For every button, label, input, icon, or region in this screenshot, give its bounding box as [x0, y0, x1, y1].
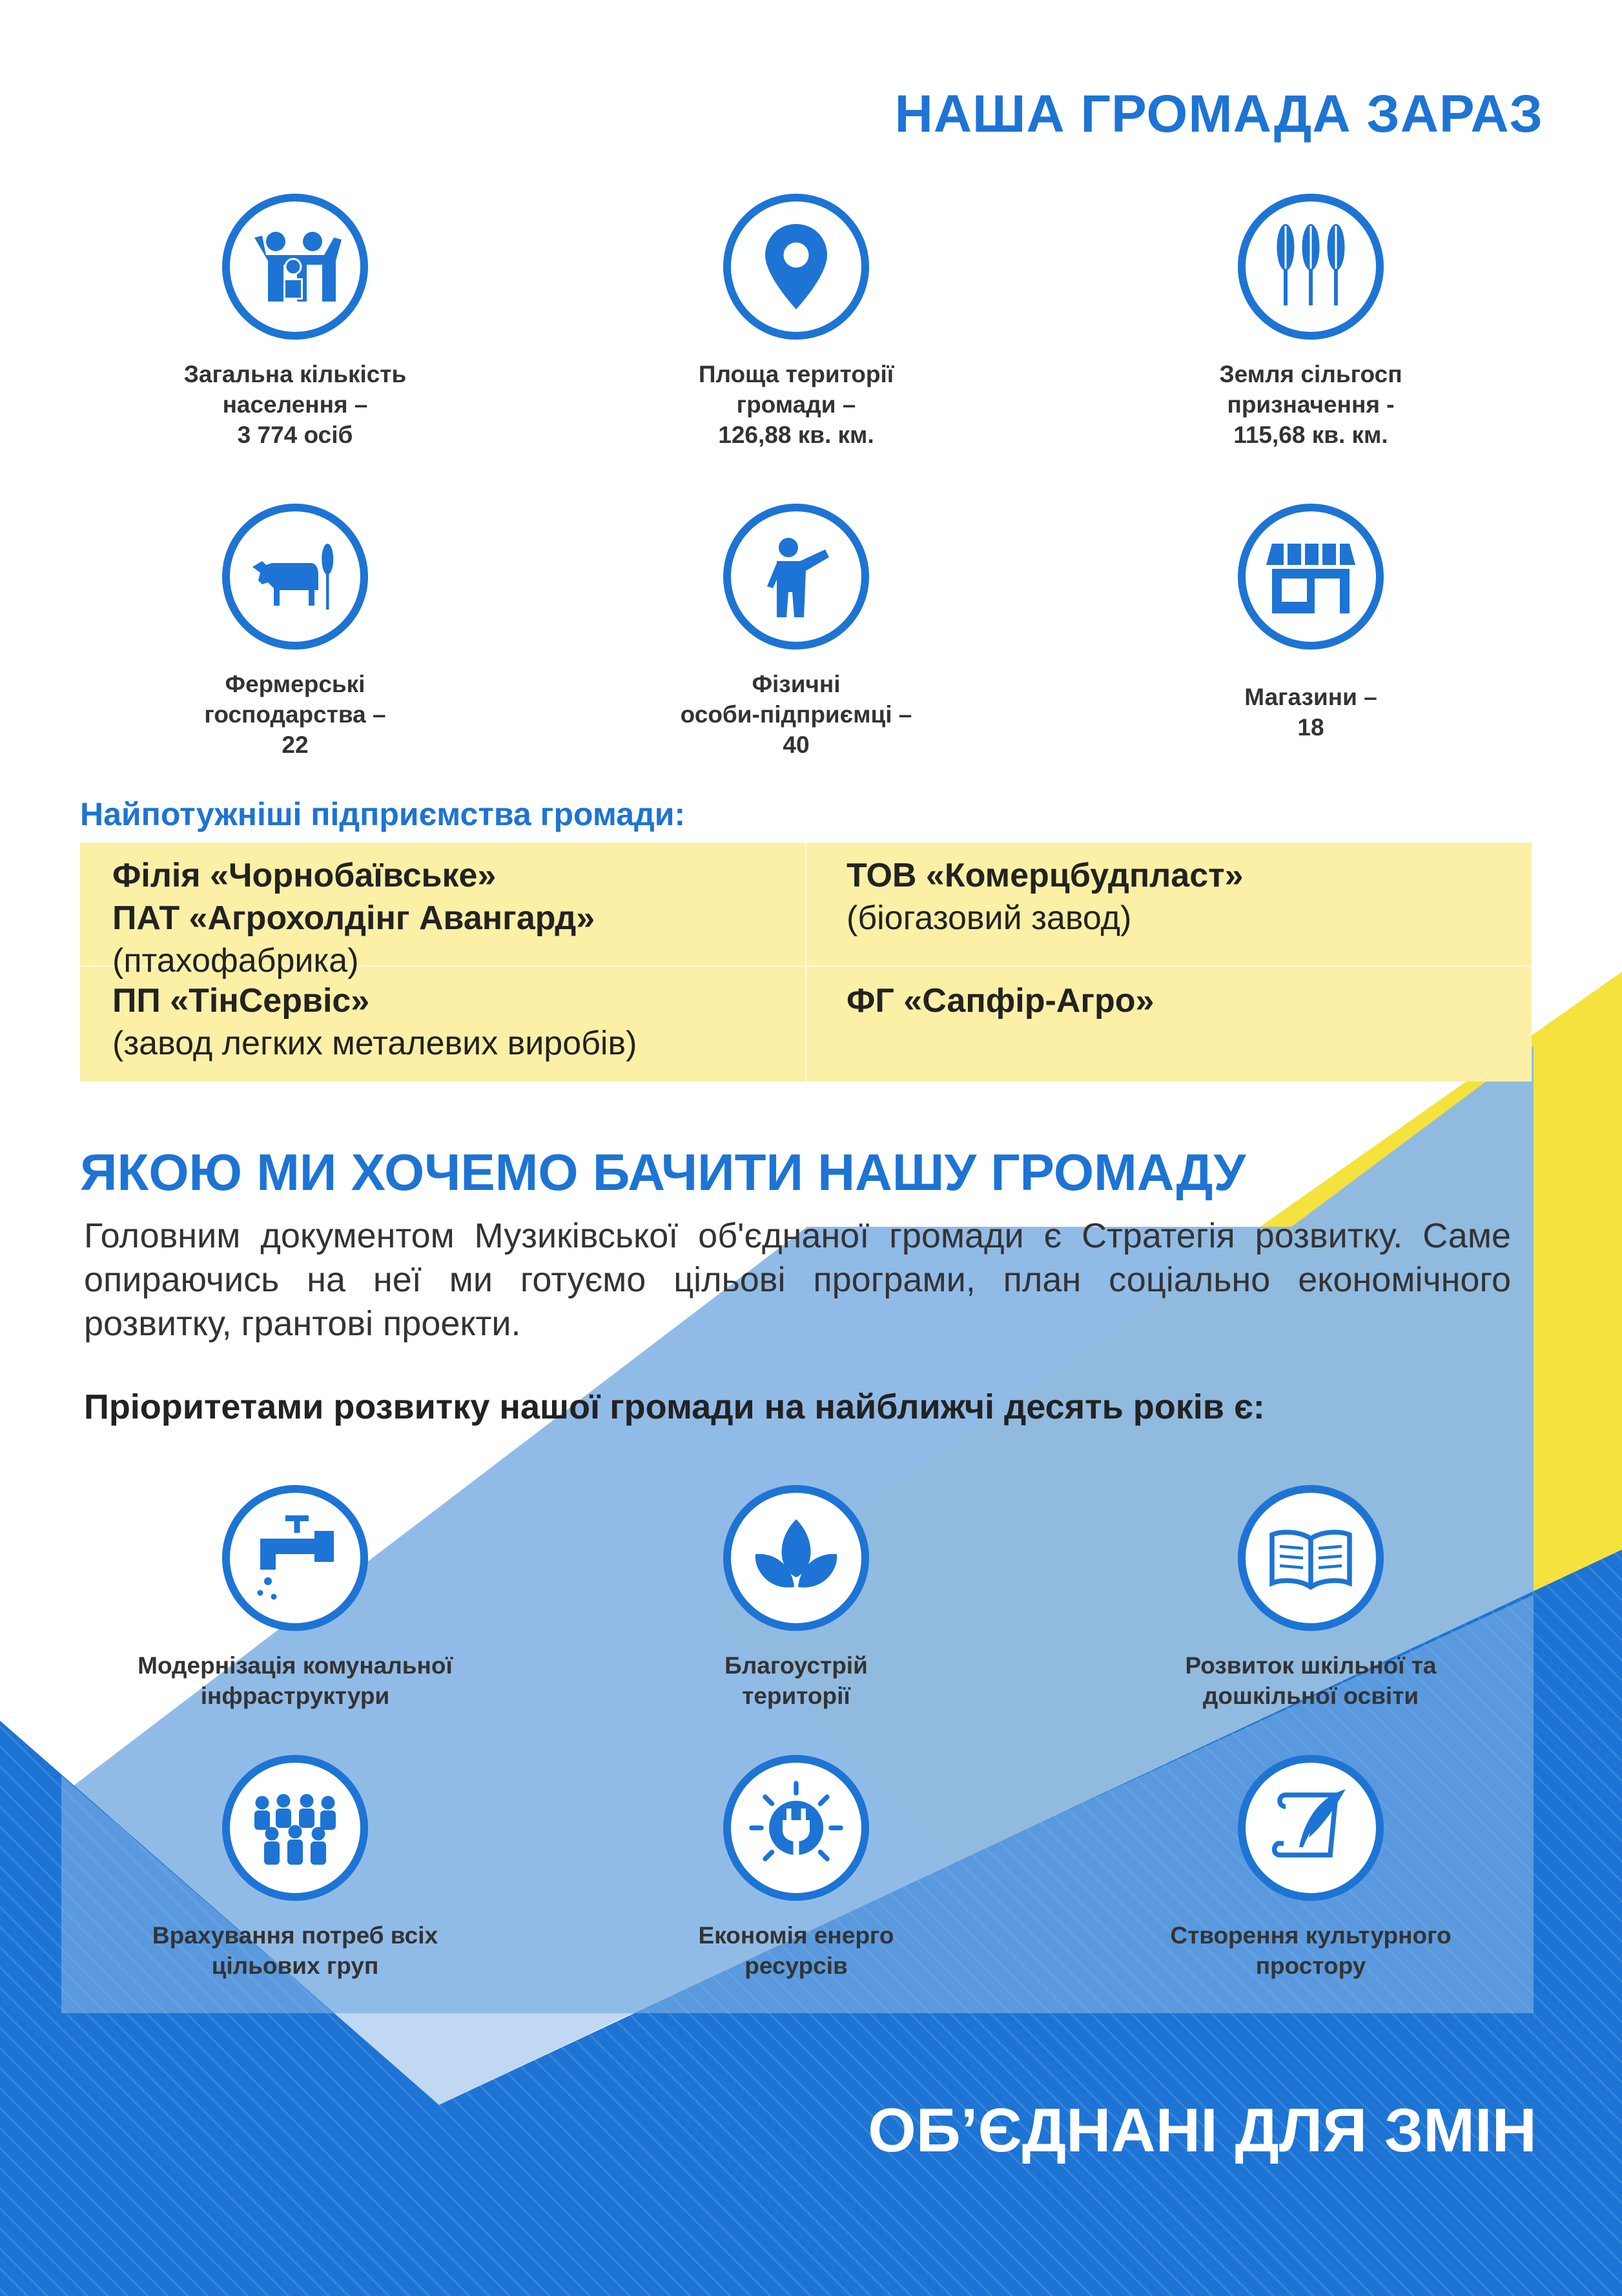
- priority-label-line: території: [742, 1683, 850, 1709]
- open-book-icon: [1262, 1510, 1359, 1606]
- stat-value: 126,88 кв. км.: [718, 422, 874, 448]
- priority-label-line: простору: [1255, 1953, 1366, 1979]
- enterprise-note: (птахофабрика): [112, 942, 359, 979]
- stat-value: 115,68 кв. км.: [1233, 422, 1388, 448]
- enterprises-table: [80, 843, 1532, 1081]
- stat-label-line: Магазини –: [1244, 684, 1377, 710]
- stat-label-line: Загальна кількість: [183, 361, 407, 387]
- stat-label-line: особи-підприємці –: [680, 701, 912, 728]
- cow-icon: [247, 528, 344, 625]
- table-divider: [805, 843, 807, 1081]
- stat-label-line: Земля сільгосп: [1219, 361, 1402, 387]
- priority-label-line: Розвиток шкільної та: [1185, 1652, 1437, 1679]
- stat-label-line: Фізичні: [752, 671, 841, 697]
- priority-label-line: Благоустрій: [724, 1652, 868, 1679]
- stat-icon-frame: [723, 194, 869, 340]
- priority-label-line: Врахування потреб всіх: [152, 1922, 438, 1949]
- priority-culture: [1130, 1755, 1492, 1981]
- paragraph-line: розвитку, грантові проекти.: [84, 1304, 521, 1343]
- enterprise-note: (біогазовий завод): [847, 899, 1132, 937]
- priority-icon-frame: [723, 1755, 869, 1901]
- priority-label-line: цільових груп: [211, 1953, 379, 1979]
- stat-label-line: Площа території: [698, 361, 894, 387]
- stat-label-line: господарства –: [204, 701, 386, 728]
- stat-label-line: Фермерські: [225, 671, 365, 697]
- person-icon: [748, 528, 845, 625]
- people-group-icon: [247, 1779, 344, 1876]
- quill-scroll-icon: [1262, 1779, 1359, 1876]
- stat-icon-frame: [1238, 504, 1384, 650]
- enterprise-item: [112, 854, 595, 982]
- stat-entrepreneurs: [615, 504, 977, 760]
- priority-energy: [615, 1755, 977, 1981]
- vision-title: ЯКОЮ МИ ХОЧЕМО БАЧИТИ НАШУ ГРОМАДУ: [80, 1143, 1246, 1201]
- enterprise-name: Філія «Чорнобаївське»: [112, 857, 497, 894]
- priority-label-line: дошкільної освіти: [1202, 1683, 1419, 1709]
- stat-shops: [1130, 504, 1492, 743]
- family-icon: [247, 218, 344, 315]
- stat-value: 40: [783, 732, 810, 758]
- enterprise-item: [847, 979, 1154, 1022]
- stat-label-line: населення –: [222, 391, 368, 418]
- priority-landscaping: [615, 1485, 977, 1711]
- enterprise-note: (завод легких металевих виробів): [112, 1025, 637, 1062]
- water-tap-icon: [247, 1510, 344, 1606]
- footer-slogan: ОБ’ЄДНАНІ ДЛЯ ЗМІН: [868, 2096, 1537, 2165]
- priority-icon-frame: [1238, 1485, 1384, 1631]
- enterprise-name: ПП «ТінСервіс»: [112, 982, 370, 1020]
- priority-label-line: Економія енерго: [698, 1922, 894, 1949]
- enterprise-name: ТОВ «Комерцбудпласт»: [847, 857, 1244, 894]
- priority-label-line: Модернізація комунальної: [138, 1652, 453, 1679]
- enterprise-item: [847, 854, 1244, 939]
- priorities-heading: Пріоритетами розвитку нашої громади на найближчі десять років є:: [84, 1388, 1265, 1426]
- stat-farms: [114, 504, 476, 760]
- stat-value: 3 774 осіб: [237, 422, 353, 448]
- stat-value: 18: [1297, 714, 1324, 741]
- priority-education: [1130, 1485, 1492, 1711]
- stat-farmland: [1130, 194, 1492, 450]
- stat-icon-frame: [222, 504, 368, 650]
- priority-icon-frame: [723, 1485, 869, 1631]
- leaves-icon: [748, 1510, 845, 1606]
- priority-infrastructure: [114, 1485, 476, 1711]
- priority-label-line: Створення культурного: [1170, 1922, 1452, 1949]
- paragraph-line: Головним документом Музиківської об'єднаної громади є Стратегія розвитку. Саме: [84, 1216, 1511, 1255]
- stat-area: [615, 194, 977, 450]
- enterprise-name: ПАТ «Агрохолдінг Авангард»: [112, 899, 595, 937]
- priority-icon-frame: [222, 1485, 368, 1631]
- stat-population: [114, 194, 476, 450]
- enterprises-heading: Найпотужніші підприємства громади:: [80, 796, 686, 832]
- priority-label-line: інфраструктури: [200, 1683, 390, 1709]
- shop-icon: [1262, 528, 1359, 625]
- stat-icon-frame: [723, 504, 869, 650]
- priority-icon-frame: [1238, 1755, 1384, 1901]
- enterprise-name: ФГ «Сапфір-Агро»: [847, 982, 1155, 1020]
- map-pin-icon: [748, 218, 845, 315]
- priority-icon-frame: [222, 1755, 368, 1901]
- vision-paragraph: [84, 1214, 1511, 1346]
- page-title: НАША ГРОМАДА ЗАРАЗ: [894, 85, 1543, 143]
- stat-icon-frame: [222, 194, 368, 340]
- stat-icon-frame: [1238, 194, 1384, 340]
- paragraph-line: опираючись на неї ми готуємо цільові програми, план соціально економічного: [84, 1260, 1511, 1299]
- priority-label-line: ресурсів: [744, 1953, 848, 1979]
- priority-target-groups: [114, 1755, 476, 1981]
- wheat-icon: [1262, 218, 1359, 315]
- stat-label-line: призначення -: [1227, 391, 1395, 418]
- stat-label-line: громади –: [736, 391, 856, 418]
- energy-plug-icon: [748, 1779, 845, 1876]
- stat-value: 22: [282, 732, 309, 758]
- enterprise-item: [112, 979, 637, 1065]
